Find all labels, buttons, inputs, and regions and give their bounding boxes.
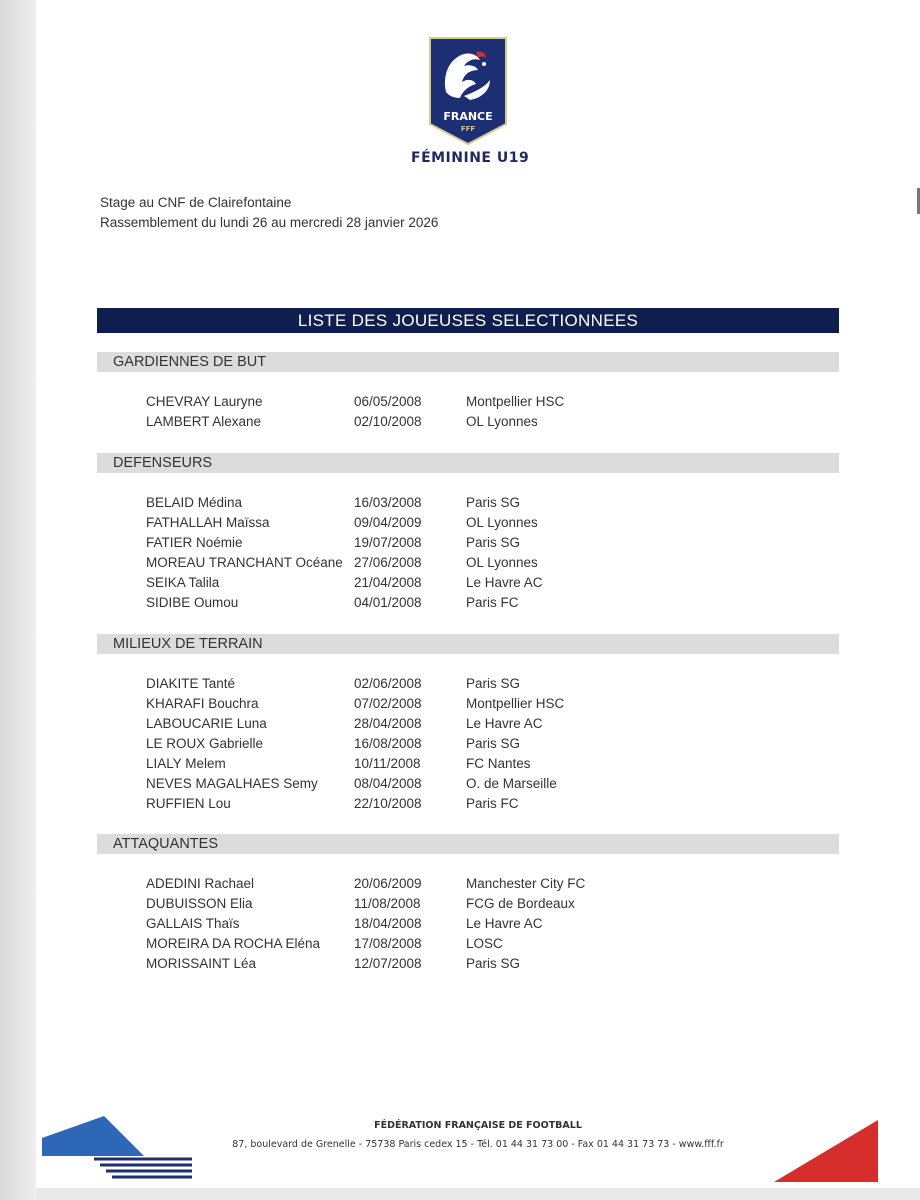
player-club: Paris SG <box>466 535 521 550</box>
player-row <box>146 513 666 533</box>
intro-block <box>100 193 438 233</box>
player-row <box>146 774 666 794</box>
player-birthdate: 27/06/2008 <box>354 555 422 570</box>
player-birthdate: 04/01/2008 <box>354 595 422 610</box>
player-birthdate: 02/10/2008 <box>354 414 422 429</box>
player-club: FCG de Bordeaux <box>466 896 575 911</box>
player-name: LAMBERT Alexane <box>146 414 262 429</box>
player-row <box>146 392 666 412</box>
player-name: KHARAFI Bouchra <box>146 696 259 711</box>
player-club: Paris FC <box>466 595 519 610</box>
player-name: MORISSAINT Léa <box>146 956 257 971</box>
player-birthdate: 19/07/2008 <box>354 535 422 550</box>
player-club: LOSC <box>466 936 503 951</box>
player-club: Paris SG <box>466 676 521 691</box>
player-row <box>146 894 666 914</box>
player-club: Paris FC <box>466 796 519 811</box>
player-birthdate: 06/05/2008 <box>354 394 422 409</box>
player-name: CHEVRAY Lauryne <box>146 394 263 409</box>
document-page <box>36 0 920 1188</box>
footer-red-accent-graphic <box>774 1120 878 1182</box>
player-birthdate: 08/04/2008 <box>354 776 422 791</box>
player-row <box>146 553 666 573</box>
player-name: RUFFIEN Lou <box>146 796 231 811</box>
player-birthdate: 07/02/2008 <box>354 696 422 711</box>
player-club: Paris SG <box>466 736 521 751</box>
player-name: DUBUISSON Elia <box>146 896 253 911</box>
player-row <box>146 412 666 432</box>
player-row <box>146 734 666 754</box>
footer-federation: FÉDÉRATION FRANÇAISE DE FOOTBALL <box>374 1120 582 1131</box>
player-name: BELAID Médina <box>146 495 243 510</box>
section-header: GARDIENNES DE BUT <box>97 352 839 372</box>
player-row <box>146 934 666 954</box>
player-birthdate: 28/04/2008 <box>354 716 422 731</box>
player-name: LE ROUX Gabrielle <box>146 736 264 751</box>
player-birthdate: 20/06/2009 <box>354 876 422 891</box>
dates-text: Rassemblement du lundi 26 au mercredi 28 janvier 2026 <box>100 215 439 230</box>
section-header: ATTAQUANTES <box>97 834 839 854</box>
crest-federation-text: FFF <box>460 125 476 133</box>
player-club: OL Lyonnes <box>466 515 538 530</box>
player-birthdate: 12/07/2008 <box>354 956 422 971</box>
player-name: FATIER Noémie <box>146 535 243 550</box>
section-header: MILIEUX DE TERRAIN <box>97 634 839 654</box>
player-birthdate: 02/06/2008 <box>354 676 422 691</box>
player-name: SEIKA Talila <box>146 575 220 590</box>
player-name: SIDIBE Oumou <box>146 595 239 610</box>
team-title: FÉMININE U19 <box>411 150 530 166</box>
fff-crest-logo <box>424 34 512 146</box>
player-birthdate: 21/04/2008 <box>354 575 422 590</box>
player-club: Paris SG <box>466 956 521 971</box>
page-edge-shadow <box>0 0 36 1200</box>
player-name: MOREAU TRANCHANT Océane <box>146 555 343 570</box>
player-row <box>146 874 666 894</box>
player-row <box>146 714 666 734</box>
player-row <box>146 493 666 513</box>
player-row <box>146 593 666 613</box>
player-club: OL Lyonnes <box>466 414 538 429</box>
player-row <box>146 694 666 714</box>
list-title-banner: LISTE DES JOUEUSES SELECTIONNEES <box>97 308 839 333</box>
player-name: DIAKITE Tanté <box>146 676 236 691</box>
player-birthdate: 10/11/2008 <box>354 756 421 771</box>
player-row <box>146 573 666 593</box>
stage-text: Stage au CNF de Clairefontaine <box>100 195 292 210</box>
player-birthdate: 16/08/2008 <box>354 736 422 751</box>
player-birthdate: 18/04/2008 <box>354 916 422 931</box>
player-club: Montpellier HSC <box>466 696 565 711</box>
player-club: Le Havre AC <box>466 575 543 590</box>
player-name: FATHALLAH Maïssa <box>146 515 270 530</box>
player-birthdate: 22/10/2008 <box>354 796 422 811</box>
player-club: O. de Marseille <box>466 776 557 791</box>
player-row <box>146 533 666 553</box>
player-row <box>146 954 666 974</box>
player-name: NEVES MAGALHAES Semy <box>146 776 318 791</box>
crest-country-text: FRANCE <box>443 110 493 123</box>
player-club: Le Havre AC <box>466 716 543 731</box>
footer-address: 87, boulevard de Grenelle - 75738 Paris cedex 15 - Tél. 01 44 31 73 00 - Fax 01 44 31 73 73 - www.fff.fr <box>232 1139 724 1150</box>
player-club: OL Lyonnes <box>466 555 538 570</box>
player-row <box>146 794 666 814</box>
player-row <box>146 674 666 694</box>
section-header: DEFENSEURS <box>97 453 839 473</box>
player-birthdate: 17/08/2008 <box>354 936 422 951</box>
player-name: GALLAIS Thaïs <box>146 916 240 931</box>
player-row <box>146 754 666 774</box>
player-name: LABOUCARIE Luna <box>146 716 267 731</box>
player-birthdate: 09/04/2009 <box>354 515 422 530</box>
player-club: Paris SG <box>466 495 521 510</box>
player-name: LIALY Melem <box>146 756 226 771</box>
player-club: FC Nantes <box>466 756 531 771</box>
player-club: Le Havre AC <box>466 916 543 931</box>
player-name: MOREIRA DA ROCHA Eléna <box>146 936 321 951</box>
player-birthdate: 11/08/2008 <box>354 896 421 911</box>
player-row <box>146 914 666 934</box>
player-birthdate: 16/03/2008 <box>354 495 422 510</box>
player-club: Montpellier HSC <box>466 394 565 409</box>
player-club: Manchester City FC <box>466 876 586 891</box>
player-name: ADEDINI Rachael <box>146 876 255 891</box>
